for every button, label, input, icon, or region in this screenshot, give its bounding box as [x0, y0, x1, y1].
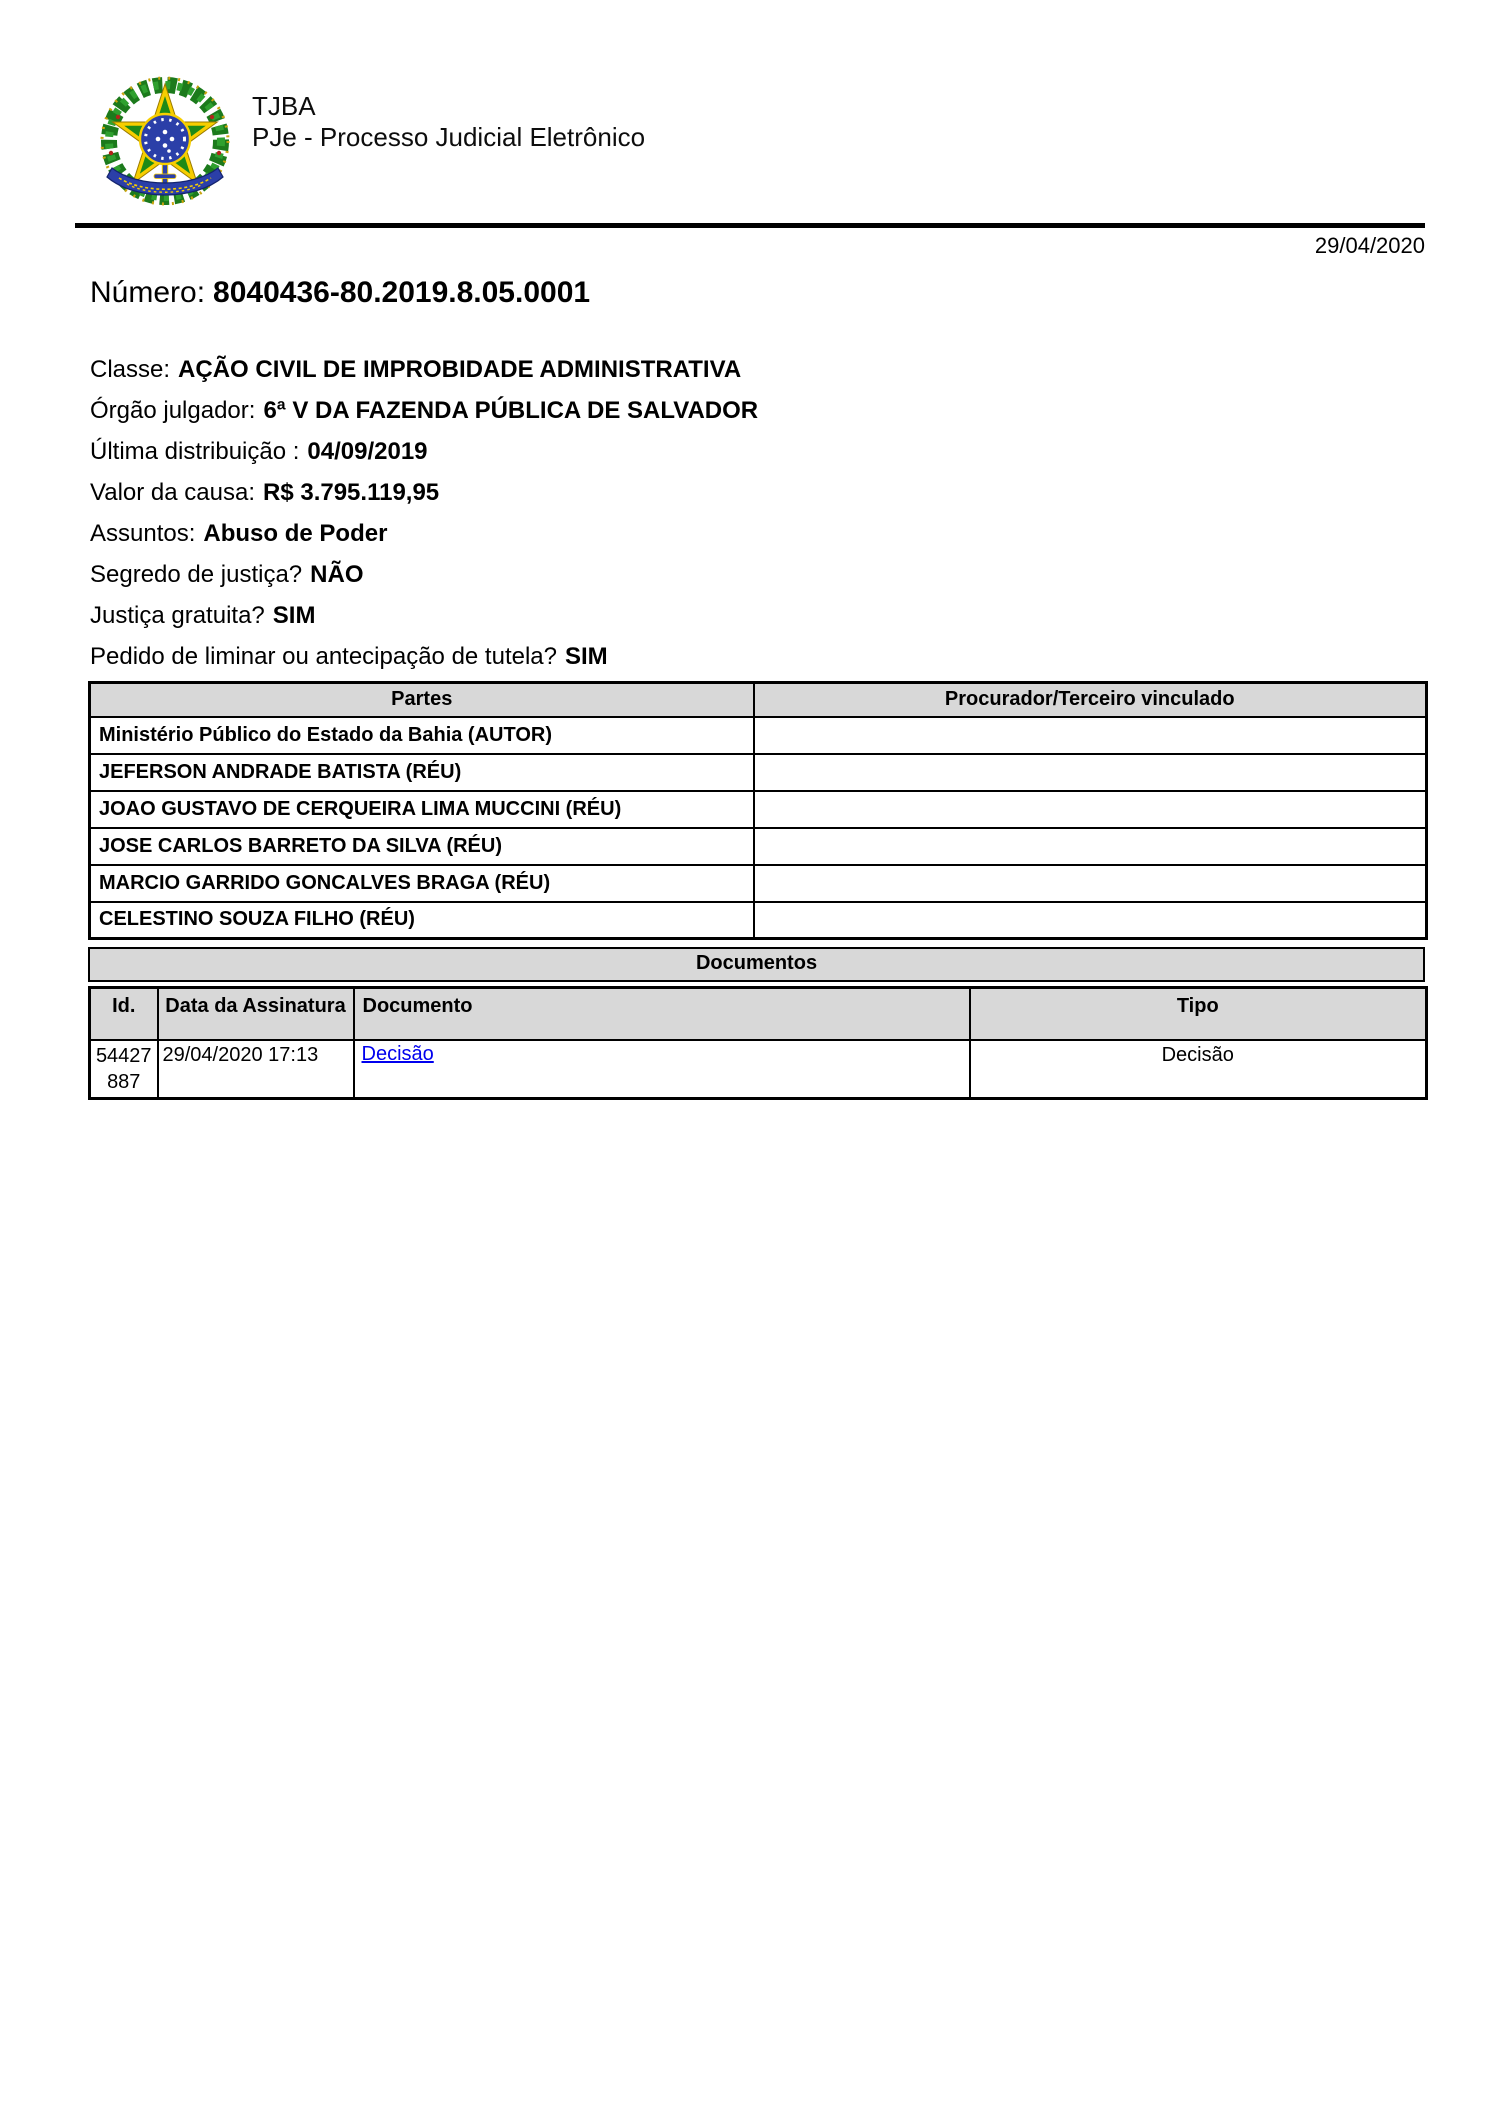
- id-column-header: Id.: [90, 988, 158, 1040]
- party-cell: JOSE CARLOS BARRETO DA SILVA (RÉU): [90, 828, 754, 865]
- documents-section-title: Documentos: [88, 947, 1425, 982]
- attorney-cell: [754, 717, 1427, 754]
- case-number-label: Número:: [90, 276, 206, 309]
- field-value: R$ 3.795.119,95: [263, 479, 440, 506]
- field-classe: [90, 349, 1425, 390]
- case-fields: [90, 349, 1425, 677]
- field-value: SIM: [272, 602, 316, 629]
- system-name: PJe - Processo Judicial Eletrônico: [252, 122, 646, 152]
- brand-header: [95, 75, 1425, 215]
- party-cell: JOAO GUSTAVO DE CERQUEIRA LIMA MUCCINI (RÉU): [90, 791, 754, 828]
- case-number-line: [90, 273, 1425, 313]
- field-label: Assuntos:: [90, 520, 196, 547]
- case-number: 8040436-80.2019.8.05.0001: [213, 276, 591, 309]
- field-label: Classe:: [90, 356, 171, 383]
- table-row: [90, 717, 1427, 754]
- field-ultima-distribuicao: [90, 431, 1425, 472]
- type-column-header: Tipo: [970, 988, 1427, 1040]
- field-label: Justiça gratuita?: [90, 602, 265, 629]
- documents-header-row: [90, 988, 1427, 1040]
- field-assuntos: [90, 513, 1425, 554]
- org-acronym: TJBA: [252, 91, 316, 121]
- table-row: [90, 1040, 1427, 1099]
- parties-header-row: [90, 683, 1427, 717]
- field-value: 04/09/2019: [307, 438, 428, 465]
- attorney-cell: [754, 902, 1427, 939]
- parties-column-header: Partes: [90, 683, 754, 717]
- table-row: [90, 902, 1427, 939]
- party-cell: MARCIO GARRIDO GONCALVES BRAGA (RÉU): [90, 865, 754, 902]
- table-row: [90, 754, 1427, 791]
- document-link[interactable]: Decisão: [361, 1042, 434, 1065]
- field-value: SIM: [565, 643, 608, 670]
- party-cell: JEFERSON ANDRADE BATISTA (RÉU): [90, 754, 754, 791]
- attorney-column-header: Procurador/Terceiro vinculado: [754, 683, 1427, 717]
- attorney-cell: [754, 791, 1427, 828]
- field-label: Pedido de liminar ou antecipação de tutela?: [90, 643, 557, 670]
- brand-text: [252, 75, 645, 153]
- document-column-header: Documento: [354, 988, 970, 1040]
- parties-table: [88, 681, 1428, 940]
- field-valor-da-causa: [90, 472, 1425, 513]
- party-cell: CELESTINO SOUZA FILHO (RÉU): [90, 902, 754, 939]
- field-label: Segredo de justiça?: [90, 561, 303, 588]
- print-date: 29/04/2020: [1314, 233, 1425, 258]
- field-pedido-de-liminar: [90, 636, 1425, 677]
- signature-date-column-header: Data da Assinatura: [158, 988, 354, 1040]
- table-row: [90, 865, 1427, 902]
- field-orgao-julgador: [90, 390, 1425, 431]
- documents-table: [88, 986, 1428, 1100]
- field-label: Valor da causa:: [90, 479, 255, 506]
- table-row: [90, 791, 1427, 828]
- field-label: Última distribuição :: [90, 438, 300, 465]
- document-date-cell: 29/04/2020 17:13: [158, 1040, 354, 1099]
- header-divider: [75, 223, 1425, 228]
- field-value: Abuso de Poder: [203, 520, 388, 547]
- brazil-coat-of-arms-logo: [95, 75, 235, 215]
- field-segredo-de-justica: [90, 554, 1425, 595]
- attorney-cell: [754, 828, 1427, 865]
- attorney-cell: [754, 865, 1427, 902]
- field-justica-gratuita: [90, 595, 1425, 636]
- table-row: [90, 828, 1427, 865]
- field-value: 6ª V DA FAZENDA PÚBLICA DE SALVADOR: [263, 397, 759, 424]
- field-value: NÃO: [310, 561, 364, 588]
- document-id-cell: 54427887: [90, 1040, 158, 1099]
- document-type-cell: Decisão: [970, 1040, 1427, 1099]
- document-link-cell: [354, 1040, 970, 1099]
- field-label: Órgão julgador:: [90, 397, 256, 424]
- attorney-cell: [754, 754, 1427, 791]
- party-cell: Ministério Público do Estado da Bahia (AUTOR): [90, 717, 754, 754]
- field-value: AÇÃO CIVIL DE IMPROBIDADE ADMINISTRATIVA: [178, 356, 742, 383]
